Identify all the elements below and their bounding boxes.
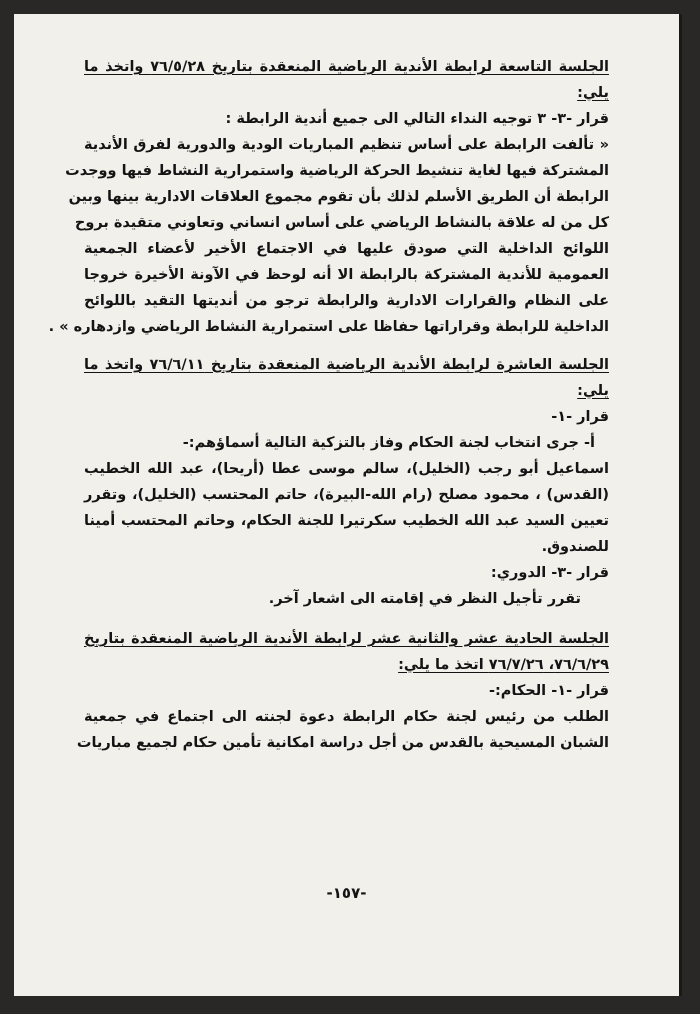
page-number: -١٥٧- xyxy=(326,884,367,902)
session11-decision1: قرار -١- الحكام:- xyxy=(488,683,609,699)
session9-body-line: على النظام والقرارات الادارية والرابطة ترجو من أنديتها التقيد باللوائح xyxy=(84,293,609,309)
session11-heading-line1: الجلسة الحادية عشر والثانية عشر لرابطة الأندية الرياضية المنعقدة بتاريخ xyxy=(84,631,609,647)
session9-body-line: المشتركة فيها لغاية تنشيط الحركة الرياضية واستمرارية النشاط فيها ووجدت xyxy=(65,163,609,179)
session11-heading-line2: ٧٦/٦/٢٩، ٧٦/٧/٢٦ اتخذ ما يلي: xyxy=(398,657,609,673)
session9-body-last-line: الداخلية للرابطة وقراراتها حفاظا على استمرارية النشاط الرياضي وازدهاره » . xyxy=(48,319,609,335)
session9-body-line: كل من له علاقة بالنشاط الرياضي على أساس انساني وتعاوني متقيدة بروح xyxy=(74,215,609,231)
session9-body-line: « تألفت الرابطة على أساس تنظيم المباريات الودية والدورية لفرق الأندية xyxy=(84,137,609,153)
session9-heading-line1: الجلسة التاسعة لرابطة الأندية الرياضية المنعقدة بتاريخ ٧٦/٥/٢٨ واتخذ ما xyxy=(84,59,609,75)
session10-decision3: قرار -٣- الدوري: xyxy=(490,565,609,581)
session9-heading-line2: يلي: xyxy=(577,85,609,101)
session10-decision1: قرار -١- xyxy=(551,409,609,425)
document-body xyxy=(48,54,609,756)
session9-body-line: الرابطة أن الطريق الأسلم لذلك بأن تقوم مجموع العلاقات الادارية بينها وبين xyxy=(68,189,609,205)
session11-body-line: الطلب من رئيس لجنة حكام الرابطة دعوة لجنته الى اجتماع في جمعية xyxy=(84,709,609,725)
session10-item-a: أ- جرى انتخاب لجنة الحكام وفاز بالتزكية التالية أسماؤهم:- xyxy=(182,435,595,451)
session10-names-line: اسماعيل أبو رجب (الخليل)، سالم موسى عطا (أريحا)، عبد الله الخطيب xyxy=(84,461,609,477)
session9-body-line: اللوائح الداخلية التي صودق عليها في الاجتماع الأخير لأعضاء الجمعية xyxy=(84,241,609,257)
session10-heading-line1: الجلسة العاشرة لرابطة الأندية الرياضية المنعقدة بتاريخ ٧٦/٦/١١ واتخذ ما xyxy=(84,357,609,373)
session9-body-line: العمومية للأندية المشتركة بالرابطة الا أنه لوحظ في الآونة الأخيرة خروجا xyxy=(84,267,609,283)
session10-heading-line2: يلي: xyxy=(577,383,609,399)
session10-names-line: (القدس) ، محمود مصلح (رام الله-البيرة)، حاتم المحتسب (الخليل)، وتقرر xyxy=(84,487,609,503)
session10-names-last: للصندوق. xyxy=(541,539,609,555)
session10-names-line: تعيين السيد عبد الله الخطيب سكرتيرا للجنة الحكام، وحاتم المحتسب أمينا xyxy=(84,513,609,529)
section-gap xyxy=(84,340,609,352)
session9-decision-title: قرار -٣- ٣ توجيه النداء التالي الى جميع أندية الرابطة : xyxy=(225,111,609,127)
session10-decision3-text: تقرر تأجيل النظر في إقامته الى اشعار آخر. xyxy=(268,591,581,607)
section-gap xyxy=(84,612,609,626)
session11-body-line: الشبان المسيحية بالقدس من أجل دراسة امكانية تأمين حكام لجميع مباريات xyxy=(76,735,609,751)
document-page xyxy=(14,14,682,996)
